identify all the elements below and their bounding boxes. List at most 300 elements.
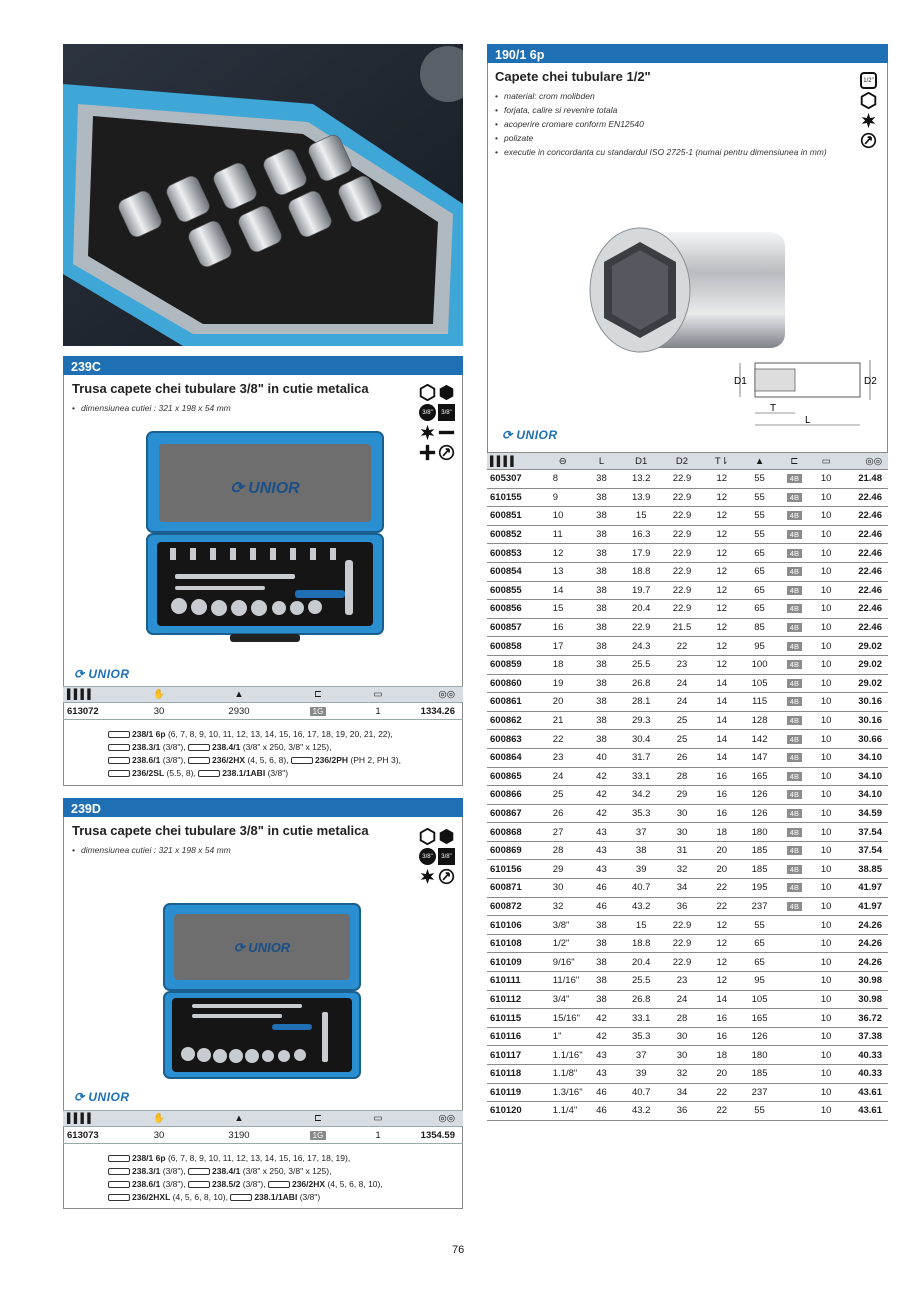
table-cell: [777, 748, 811, 767]
table-cell: 30.4: [620, 730, 662, 749]
table-cell: 610119: [487, 1083, 543, 1102]
table-cell: 22.9: [662, 488, 702, 507]
product-icons: [860, 72, 877, 149]
table-row: [487, 767, 888, 786]
table-row: [487, 934, 888, 953]
product-code: 613072: [67, 705, 99, 717]
package-badge: 4B: [787, 511, 802, 520]
table-cell: 15: [620, 507, 662, 526]
col-l: L: [583, 453, 621, 470]
table-cell: 23: [662, 972, 702, 991]
table-cell: 10: [811, 674, 841, 693]
table-cell: [777, 804, 811, 823]
price-icon: ◎◎: [438, 1113, 455, 1124]
table-cell: 29.02: [841, 655, 888, 674]
table-cell: 22.9: [662, 916, 702, 935]
table-cell: 1.1/8": [543, 1065, 583, 1084]
table-row: [487, 600, 888, 619]
table-cell: 3/4": [543, 990, 583, 1009]
table-cell: 36: [662, 897, 702, 916]
package-badge: 4B: [787, 846, 802, 855]
package-badge: 4B: [787, 493, 802, 502]
torx-icon: [419, 424, 436, 441]
table-cell: [777, 544, 811, 563]
pieces-icon: ✋: [153, 689, 165, 700]
table-cell: 12: [702, 544, 742, 563]
table-cell: 43: [583, 841, 621, 860]
weight: 2930: [228, 705, 250, 717]
table-cell: 35.3: [620, 1027, 662, 1046]
table-cell: 10: [811, 600, 841, 619]
table-cell: 1.1/16": [543, 1046, 583, 1065]
package-badge: 4B: [787, 530, 802, 539]
table-cell: 65: [742, 544, 778, 563]
table-cell: 600869: [487, 841, 543, 860]
table-cell: 17.9: [620, 544, 662, 563]
table-cell: 16: [702, 804, 742, 823]
table-cell: 600853: [487, 544, 543, 563]
table-row: [487, 841, 888, 860]
table-cell: 36.72: [841, 1009, 888, 1028]
table-cell: 37: [620, 1046, 662, 1065]
table-cell: 15: [620, 916, 662, 935]
table-cell: 610108: [487, 934, 543, 953]
table-cell: 38: [583, 934, 621, 953]
table-cell: 39: [620, 860, 662, 879]
product-bullets: [495, 89, 827, 159]
table-cell: 19: [543, 674, 583, 693]
table-cell: 42: [583, 804, 621, 823]
table-cell: 34.10: [841, 786, 888, 805]
table-cell: [777, 823, 811, 842]
package-badge: 4B: [787, 660, 802, 669]
table-cell: 38: [583, 693, 621, 712]
table-cell: 14: [702, 730, 742, 749]
col-d2: D2: [662, 453, 702, 470]
table-cell: 165: [742, 1009, 778, 1028]
table-cell: 10: [811, 470, 841, 489]
table-cell: 12: [702, 507, 742, 526]
package-badge: 4B: [787, 790, 802, 799]
table-cell: 10: [811, 618, 841, 637]
table-cell: 237: [742, 1083, 778, 1102]
table-cell: 10: [811, 990, 841, 1009]
table-cell: [777, 879, 811, 898]
table-cell: 610118: [487, 1065, 543, 1084]
table-cell: 10: [811, 953, 841, 972]
table-cell: 17: [543, 637, 583, 656]
table-cell: 10: [811, 823, 841, 842]
bullet-item: • forjata, calire si revenire totala: [495, 103, 827, 117]
flat-blade-icon: [438, 424, 455, 441]
table-row: [487, 470, 888, 489]
table-cell: [777, 488, 811, 507]
table-cell: 41.97: [841, 897, 888, 916]
table-cell: 600854: [487, 562, 543, 581]
table-cell: 25: [662, 730, 702, 749]
table-cell: 38: [583, 562, 621, 581]
table-cell: 40: [583, 748, 621, 767]
socket-spec-table: [487, 452, 888, 1121]
table-cell: 46: [583, 897, 621, 916]
table-cell: 22.46: [841, 525, 888, 544]
table-cell: 42: [583, 767, 621, 786]
table-cell: 610112: [487, 990, 543, 1009]
pack-qty-icon: ▭: [373, 1113, 383, 1124]
kit-d-table-header: [63, 1110, 463, 1127]
table-cell: 10: [811, 767, 841, 786]
table-cell: 10: [811, 562, 841, 581]
drive-size-icon: 1/2": [860, 72, 877, 89]
table-row: [487, 786, 888, 805]
table-cell: 10: [811, 841, 841, 860]
table-cell: 23: [543, 748, 583, 767]
table-row: [487, 507, 888, 526]
table-cell: 610111: [487, 972, 543, 991]
table-cell: 10: [811, 916, 841, 935]
table-cell: [777, 934, 811, 953]
kit-photo-main: [63, 44, 463, 346]
table-cell: 14: [702, 711, 742, 730]
table-cell: 10: [811, 748, 841, 767]
table-cell: [777, 693, 811, 712]
table-cell: 10: [811, 525, 841, 544]
table-cell: 10: [811, 934, 841, 953]
table-cell: 34.2: [620, 786, 662, 805]
kit-c-bullet: • dimensiunea cutiei : 321 x 198 x 54 mm: [72, 401, 231, 415]
table-cell: 10: [811, 1027, 841, 1046]
table-row: [487, 990, 888, 1009]
table-cell: 26.8: [620, 990, 662, 1009]
table-cell: 14: [702, 748, 742, 767]
table-cell: 21.5: [662, 618, 702, 637]
table-cell: 16: [702, 1027, 742, 1046]
pack-qty: 1: [375, 705, 381, 717]
table-cell: 610117: [487, 1046, 543, 1065]
table-cell: 38: [583, 711, 621, 730]
table-cell: 600863: [487, 730, 543, 749]
table-cell: 24: [543, 767, 583, 786]
kit-c-table-header: [63, 686, 463, 703]
table-cell: 12: [702, 600, 742, 619]
phillips-icon: [419, 444, 436, 461]
contents-line: 238.3/1 (3/8"), 238.4/1 (3/8" x 250, 3/8" x 125),: [108, 741, 401, 754]
package-badge: 4B: [787, 735, 802, 744]
table-cell: 22: [702, 1102, 742, 1121]
hex-solid-icon: [438, 384, 455, 401]
table-cell: 38: [583, 953, 621, 972]
table-cell: 46: [583, 1102, 621, 1121]
table-cell: 14: [702, 674, 742, 693]
table-cell: 126: [742, 1027, 778, 1046]
table-cell: 38.85: [841, 860, 888, 879]
package-badge: 4B: [787, 679, 802, 688]
l-label: L: [805, 415, 811, 426]
table-cell: 35.3: [620, 804, 662, 823]
page-number: 76: [452, 1244, 465, 1256]
table-cell: 12: [702, 655, 742, 674]
table-cell: 30.16: [841, 711, 888, 730]
table-cell: 10: [811, 1065, 841, 1084]
table-cell: 600857: [487, 618, 543, 637]
weight-icon: ▲: [234, 689, 244, 700]
table-cell: 10: [811, 879, 841, 898]
t-label: T: [770, 403, 777, 414]
contents-line: 236/2SL (5.5, 8), 238.1/1ABI (3/8"): [108, 767, 401, 780]
table-cell: 22.46: [841, 544, 888, 563]
table-cell: 29: [662, 786, 702, 805]
table-cell: 43.2: [620, 1102, 662, 1121]
table-cell: 43.2: [620, 897, 662, 916]
pieces: 30: [153, 1129, 165, 1141]
table-cell: [777, 600, 811, 619]
table-cell: 10: [811, 1046, 841, 1065]
table-cell: 12: [702, 934, 742, 953]
contents-line: 238.6/1 (3/8"), 238.5/2 (3/8"), 236/2HX (4, 5, 6, 8, 10),: [108, 1178, 383, 1191]
table-cell: [777, 916, 811, 935]
drive-size-icon: 3/8": [419, 848, 436, 865]
table-cell: 142: [742, 730, 778, 749]
table-cell: 165: [742, 767, 778, 786]
table-cell: 38: [583, 525, 621, 544]
table-cell: [777, 470, 811, 489]
table-cell: 24: [662, 990, 702, 1009]
table-cell: 23: [662, 655, 702, 674]
table-cell: 610120: [487, 1102, 543, 1121]
contents-line: 238/1 6p (6, 7, 8, 9, 10, 11, 12, 13, 14, 15, 16, 17, 18, 19),: [108, 1152, 383, 1165]
kit-d-contents: [108, 1152, 383, 1204]
table-cell: 100: [742, 655, 778, 674]
table-cell: 12: [702, 581, 742, 600]
table-cell: 31.7: [620, 748, 662, 767]
table-cell: 22.46: [841, 618, 888, 637]
table-cell: 600859: [487, 655, 543, 674]
kit-c-icons: [419, 384, 455, 461]
table-cell: 38: [583, 544, 621, 563]
table-cell: 10: [811, 730, 841, 749]
kit-c-contents: [108, 728, 401, 780]
table-cell: 25: [662, 711, 702, 730]
table-row: [487, 618, 888, 637]
table-cell: 95: [742, 637, 778, 656]
package-badge: 4B: [787, 474, 802, 483]
table-cell: 22.9: [662, 562, 702, 581]
product-brand-logo: ⟳ UNIOR: [502, 428, 558, 442]
table-row: [487, 972, 888, 991]
table-cell: 40.7: [620, 1083, 662, 1102]
table-cell: 30: [662, 823, 702, 842]
table-cell: 46: [583, 1083, 621, 1102]
table-cell: 24.26: [841, 916, 888, 935]
table-cell: [777, 711, 811, 730]
kit-d-icons: [419, 828, 455, 885]
bullet-item: • polizate: [495, 131, 827, 145]
table-cell: 10: [811, 581, 841, 600]
ratchet-icon: [438, 868, 455, 885]
bullet-item: • executie in concordanta cu standardul ISO 2725-1 (numai pentru dimensiunea in mm): [495, 145, 827, 159]
table-cell: 28: [662, 767, 702, 786]
table-cell: [777, 1083, 811, 1102]
table-cell: 3/8": [543, 916, 583, 935]
table-cell: 22.46: [841, 507, 888, 526]
table-cell: 43.61: [841, 1083, 888, 1102]
table-cell: 40.7: [620, 879, 662, 898]
table-row: [487, 823, 888, 842]
table-cell: 15/16": [543, 1009, 583, 1028]
table-cell: 55: [742, 1102, 778, 1121]
price: 1354.59: [420, 1129, 455, 1141]
table-cell: [777, 1027, 811, 1046]
table-row: [487, 562, 888, 581]
package-icon: ⊏: [777, 453, 811, 470]
price: 1334.26: [420, 705, 455, 717]
table-row: [487, 1102, 888, 1121]
contents-line: 238.6/1 (3/8"), 236/2HX (4, 5, 6, 8), 236/2PH (PH 2, PH 3),: [108, 754, 401, 767]
table-cell: 34.10: [841, 767, 888, 786]
package-badge: 4B: [787, 642, 802, 651]
table-cell: 32: [662, 860, 702, 879]
table-cell: 14: [702, 693, 742, 712]
table-cell: [777, 860, 811, 879]
contents-line: 238/1 6p (6, 7, 8, 9, 10, 11, 12, 13, 14, 15, 16, 17, 18, 19, 20, 21, 22),: [108, 728, 401, 741]
svg-text:⟳ UNIOR: ⟳ UNIOR: [230, 480, 300, 497]
kit-c-row: [63, 703, 463, 720]
table-cell: 600855: [487, 581, 543, 600]
table-cell: 10: [811, 711, 841, 730]
table-cell: 12: [543, 544, 583, 563]
table-cell: 610155: [487, 488, 543, 507]
table-row: [487, 953, 888, 972]
table-cell: 20: [702, 1065, 742, 1084]
table-cell: 12: [702, 470, 742, 489]
kit-d-table: [63, 1110, 463, 1144]
table-cell: [777, 841, 811, 860]
table-cell: 610115: [487, 1009, 543, 1028]
table-row: [487, 1083, 888, 1102]
package-badge: 4B: [787, 604, 802, 613]
ratchet-icon: [860, 132, 877, 149]
table-cell: 10: [811, 897, 841, 916]
table-cell: [777, 1102, 811, 1121]
table-cell: 12: [702, 637, 742, 656]
table-cell: 610106: [487, 916, 543, 935]
table-cell: 25: [543, 786, 583, 805]
drive-size-icon: 3/8": [419, 404, 436, 421]
col-d1: D1: [620, 453, 662, 470]
table-cell: 43: [583, 1046, 621, 1065]
table-cell: 22.9: [620, 618, 662, 637]
table-cell: 22.9: [662, 544, 702, 563]
table-cell: 600864: [487, 748, 543, 767]
table-cell: [777, 655, 811, 674]
table-cell: 25.5: [620, 655, 662, 674]
table-cell: 180: [742, 823, 778, 842]
table-cell: 9: [543, 488, 583, 507]
table-cell: 29.3: [620, 711, 662, 730]
table-cell: 600871: [487, 879, 543, 898]
package-badge: 4B: [787, 716, 802, 725]
table-cell: 600852: [487, 525, 543, 544]
product-header: 190/1 6p: [487, 44, 888, 63]
table-cell: 11/16": [543, 972, 583, 991]
table-cell: 16: [702, 767, 742, 786]
table-cell: 11: [543, 525, 583, 544]
contents-line: 236/2HXL (4, 5, 6, 8, 10), 238.1/1ABI (3/8"): [108, 1191, 383, 1204]
table-cell: 38: [583, 470, 621, 489]
barcode-icon: ▌▌▌▌: [67, 689, 94, 700]
table-cell: 12: [702, 916, 742, 935]
table-cell: 16.3: [620, 525, 662, 544]
table-cell: 1.1/4": [543, 1102, 583, 1121]
package-badge: 4B: [787, 809, 802, 818]
table-cell: 38: [583, 730, 621, 749]
table-cell: 126: [742, 804, 778, 823]
table-cell: 600872: [487, 897, 543, 916]
package-badge: 4B: [787, 828, 802, 837]
table-row: [487, 581, 888, 600]
package-badge: 4B: [787, 902, 802, 911]
table-cell: 37: [620, 823, 662, 842]
table-cell: 600865: [487, 767, 543, 786]
table-row: [487, 804, 888, 823]
table-cell: [777, 897, 811, 916]
table-header-row: [487, 453, 888, 470]
table-cell: 30: [662, 1027, 702, 1046]
table-cell: 147: [742, 748, 778, 767]
table-row: [487, 655, 888, 674]
table-cell: 38: [583, 488, 621, 507]
bullet-item: • material: crom molibden: [495, 89, 827, 103]
table-cell: 10: [811, 637, 841, 656]
table-cell: 30.98: [841, 990, 888, 1009]
table-cell: 55: [742, 470, 778, 489]
table-cell: 185: [742, 1065, 778, 1084]
kit-d-bullet: • dimensiunea cutiei : 321 x 198 x 54 mm: [72, 843, 231, 857]
table-cell: 39: [620, 1065, 662, 1084]
kit-d-brand-logo: ⟳ UNIOR: [74, 1090, 130, 1104]
table-row: [487, 693, 888, 712]
table-cell: 65: [742, 562, 778, 581]
table-cell: 105: [742, 990, 778, 1009]
table-cell: 1.3/16": [543, 1083, 583, 1102]
ratchet-icon: [438, 444, 455, 461]
table-row: [487, 897, 888, 916]
table-cell: 32: [662, 1065, 702, 1084]
table-cell: 24: [662, 693, 702, 712]
table-row: [487, 544, 888, 563]
table-cell: [777, 562, 811, 581]
table-cell: 22: [702, 879, 742, 898]
table-cell: [777, 525, 811, 544]
kit-c-table: [63, 686, 463, 720]
table-cell: 41.97: [841, 879, 888, 898]
table-cell: 20: [702, 860, 742, 879]
table-cell: 65: [742, 934, 778, 953]
table-cell: 42: [583, 786, 621, 805]
table-cell: 12: [702, 972, 742, 991]
table-cell: 610116: [487, 1027, 543, 1046]
table-cell: 16: [702, 1009, 742, 1028]
table-cell: 22: [543, 730, 583, 749]
table-cell: 16: [702, 786, 742, 805]
table-cell: 27: [543, 823, 583, 842]
table-cell: 28: [662, 1009, 702, 1028]
table-row: [487, 1065, 888, 1084]
table-cell: 22.46: [841, 562, 888, 581]
package-badge: 4B: [787, 586, 802, 595]
table-cell: 10: [543, 507, 583, 526]
table-cell: 605307: [487, 470, 543, 489]
